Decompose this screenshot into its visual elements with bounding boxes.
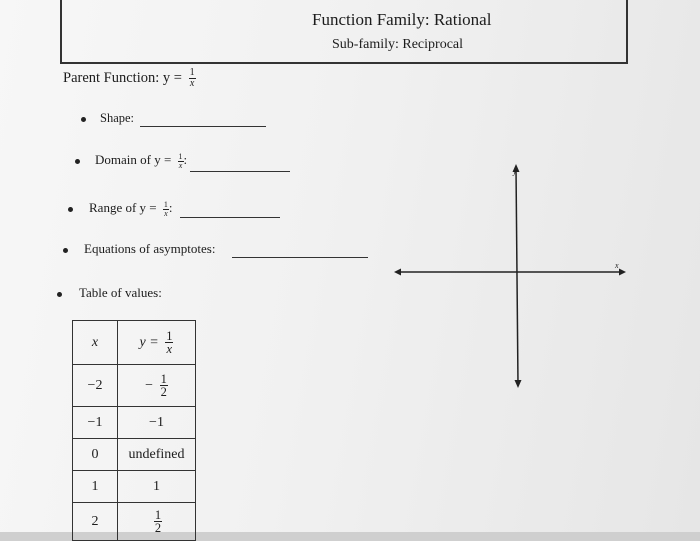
parent-function-fraction [189,68,196,89]
bullet-icon [68,207,73,212]
fraction-denominator: 2 [160,385,167,399]
asymptotes-label: Equations of asymptotes: [84,241,216,256]
table-row [73,365,196,407]
fraction-denominator: x [166,342,173,356]
y-column-header [118,321,196,365]
parent-function-label: Parent Function: y = [63,69,182,86]
negative-sign: − [145,377,154,393]
bullet-icon [75,159,80,164]
y-cell: undefined [118,439,196,471]
shape-answer-line[interactable] [140,126,266,127]
y-header-fraction [165,330,173,356]
fraction-numerator: 1 [189,67,195,78]
table-prompt [79,285,162,301]
x-cell: 2 [73,503,118,541]
range-prompt [89,200,173,218]
table-row [73,439,196,471]
parent-function [63,68,196,89]
x-axis-right-arrow [619,269,626,276]
x-header-text: x [91,334,99,350]
x-axis-left-arrow [394,269,401,276]
x-cell: 1 [73,471,118,503]
fraction-numerator: 1 [178,151,183,161]
x-cell: −2 [73,365,118,407]
fraction-numerator: 1 [160,371,167,386]
bullet-icon [57,292,62,297]
range-label: Range of y = [89,200,157,215]
x-cell: 0 [73,439,118,471]
range-answer-line[interactable] [180,217,280,218]
y-header-text: y = [139,334,159,350]
table-row [73,471,196,503]
page-subtitle: Sub-family: Reciprocal [332,37,464,52]
fraction-numerator: 1 [166,328,173,343]
page-title: Function Family: Rational [312,10,492,29]
domain-answer-line[interactable] [190,171,290,172]
shape-prompt [100,111,134,126]
x-axis-label: x [615,261,619,270]
asymptotes-answer-line[interactable] [232,257,368,258]
fraction-numerator: 1 [154,507,162,522]
y-cell [118,365,196,407]
y-axis-label: y [513,167,517,176]
table-row [73,503,196,541]
y-cell [118,503,196,541]
x-cell: −1 [73,407,118,439]
bullet-icon [63,248,68,253]
table-header-row [73,321,196,365]
shape-label: Shape: [100,111,135,125]
fraction-numerator: 1 [163,199,168,209]
y-axis-bottom-arrow [515,380,522,388]
fraction-denominator: 2 [154,521,162,535]
y-cell-fraction [160,373,168,399]
values-table [72,320,196,541]
asymptotes-prompt [84,241,215,257]
fraction-denominator: x [178,160,183,170]
range-colon: : [168,200,173,215]
title-box [60,0,628,64]
table-row [73,407,196,439]
table-label: Table of values: [79,285,162,300]
domain-colon: : [183,152,188,167]
domain-prompt [95,152,187,170]
y-cell: 1 [118,471,196,503]
y-axis [516,168,518,384]
y-cell-fraction [154,509,162,535]
coordinate-axes[interactable] [390,160,630,392]
fraction-denominator: x [189,78,195,89]
domain-label: Domain of y = [95,152,172,167]
fraction-denominator: x [164,208,168,218]
x-column-header [73,321,118,365]
y-cell: −1 [118,407,196,439]
bullet-icon [81,117,86,122]
